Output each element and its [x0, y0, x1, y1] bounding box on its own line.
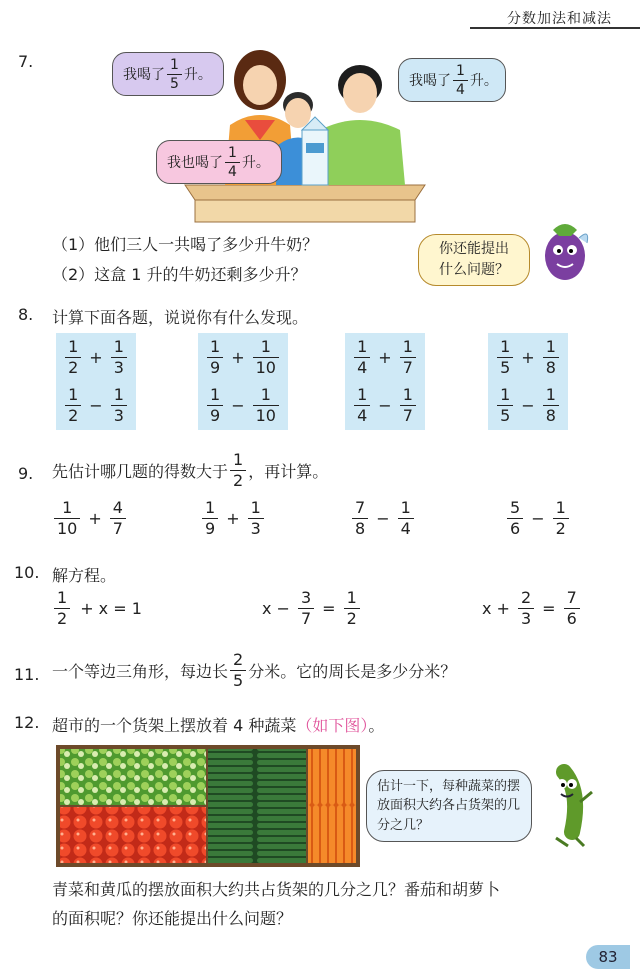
q9-item-4: $\frac{5}{6}$ − $\frac{1}{2}$ — [505, 500, 571, 537]
q8-text: 计算下面各题，说说你有什么发现。 — [52, 308, 309, 327]
q11-text: 一个等边三角形，每边长 $\frac{2}{5}$ 分米。它的周长是多少分米？ — [52, 650, 457, 690]
equation-1: $\frac{1}{2}$ + x = 1 — [52, 590, 142, 627]
expression: $\frac{1}{5}$ − $\frac{1}{8}$ — [495, 387, 561, 424]
q12-line1: 青菜和黄瓜的摆放面积大约共占货架的几分之几？番茄和胡萝卜 — [52, 880, 501, 899]
vegetable-shelf — [56, 745, 360, 867]
q9-number: 9. — [18, 464, 34, 483]
q7-sub1: （1）他们三人一共喝了多少升牛奶？ — [52, 235, 319, 254]
speech-bubble-kid: 我也喝了 $\frac{1}{4}$ 升。 — [156, 140, 282, 184]
q9-item-1: $\frac{1}{10}$ + $\frac{4}{7}$ — [52, 500, 128, 537]
estimate-bubble: 估计一下，每种蔬菜的摆放面积大约各占货架的几分之几？ — [366, 770, 532, 842]
q9-text: 先估计哪几题的得数大于 $\frac{1}{2}$ ，再计算。 — [52, 450, 329, 490]
cucumber-mascot — [536, 762, 596, 848]
fraction: $\frac{1}{5}$ — [167, 58, 182, 91]
expression: $\frac{1}{4}$ − $\frac{1}{7}$ — [352, 387, 418, 424]
q12-number: 12. — [14, 713, 40, 732]
calc-box-3 — [345, 333, 425, 430]
q9-item-2: $\frac{1}{9}$ + $\frac{1}{3}$ — [200, 500, 266, 537]
q8-number: 8. — [18, 305, 34, 324]
eggplant-mascot — [535, 208, 595, 288]
equation-3: x + $\frac{2}{3}$ = $\frac{7}{6}$ — [482, 590, 582, 627]
expression: $\frac{1}{9}$ − $\frac{1}{10}$ — [205, 387, 281, 424]
q7-number: 7. — [18, 52, 34, 71]
fraction: $\frac{1}{4}$ — [453, 64, 468, 97]
expression: $\frac{1}{2}$ + $\frac{1}{3}$ — [63, 339, 129, 376]
q11-number: 11. — [14, 665, 40, 684]
equation-2: x − $\frac{3}{7}$ = $\frac{1}{2}$ — [262, 590, 362, 627]
calc-box-2 — [198, 333, 288, 430]
fraction: $\frac{1}{4}$ — [225, 146, 240, 179]
fraction: $\frac{2}{5}$ — [230, 652, 246, 689]
expression: $\frac{1}{2}$ − $\frac{1}{3}$ — [63, 387, 129, 424]
q9-item-3: $\frac{7}{8}$ − $\frac{1}{4}$ — [350, 500, 416, 537]
fraction: $\frac{1}{2}$ — [230, 452, 246, 489]
expression: $\frac{1}{9}$ + $\frac{1}{10}$ — [205, 339, 281, 376]
hint-bubble: 你还能提出 什么问题？ — [418, 234, 530, 286]
calc-box-1 — [56, 333, 136, 430]
header-rule — [470, 27, 640, 29]
expression: $\frac{1}{5}$ + $\frac{1}{8}$ — [495, 339, 561, 376]
q12-line2: 的面积呢？你还能提出什么问题？ — [52, 909, 293, 928]
q10-number: 10. — [14, 563, 40, 582]
q7-sub2: （2）这盒 1 升的牛奶还剩多少升？ — [52, 265, 307, 284]
running-header: 分数加法和减法 — [507, 11, 612, 27]
calc-box-4 — [488, 333, 568, 430]
speech-bubble-mom: 我喝了 $\frac{1}{5}$ 升。 — [112, 52, 224, 96]
q12-pink-note: （如下图） — [296, 716, 369, 735]
page-number: 83 — [586, 945, 630, 969]
q12-text: 超市的一个货架上摆放着 4 种蔬菜（如下图）。 — [52, 716, 385, 735]
speech-bubble-dad: 我喝了 $\frac{1}{4}$ 升。 — [398, 58, 506, 102]
expression: $\frac{1}{4}$ + $\frac{1}{7}$ — [352, 339, 418, 376]
q10-text: 解方程。 — [52, 566, 117, 585]
